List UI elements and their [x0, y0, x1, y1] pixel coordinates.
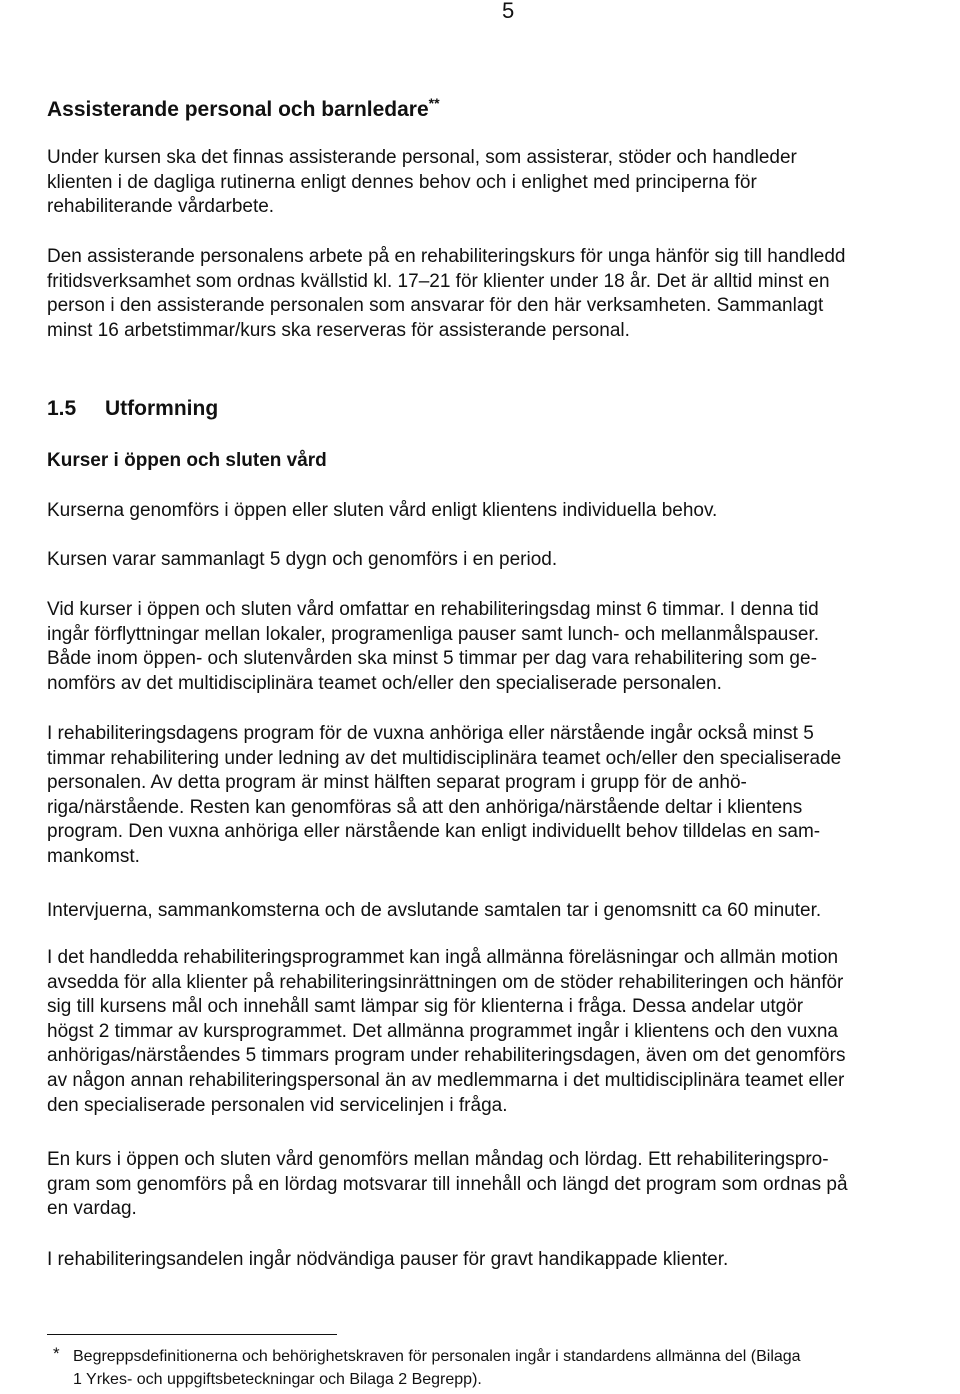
paragraph: I rehabiliteringsandelen ingår nödvändiga pauser för gravt handikappade klienter.: [47, 1249, 729, 1270]
section-title-text: Assisterande personal och barnledare: [47, 98, 429, 121]
footnote-marker: *: [53, 1344, 60, 1363]
subheading: Kurser i öppen och sluten vård: [47, 450, 327, 471]
section-heading-title: Utformning: [105, 397, 219, 420]
paragraph: Kursen varar sammanlagt 5 dygn och genomförs i en period.: [47, 549, 558, 570]
paragraph: Intervjuerna, sammankomsterna och de avslutande samtalen tar i genomsnitt ca 60 minuter.: [47, 900, 822, 921]
footnote-text: Begreppsdefinitionerna och behörighetskraven för personalen ingår i standardens allmänna del (Bilaga 1 Yrkes- och uppgiftsbeteckningar och Bilaga 2 Begrepp).: [73, 1348, 801, 1388]
section-title: [47, 95, 440, 122]
section-number: 1.5: [47, 397, 77, 420]
paragraph: Under kursen ska det finnas assisterande personal, som assisterar, stöder och handleder klienten i de dagliga rutinerna enligt dennes behov och i enlighet med principerna för rehabiliterande vårdarbete.: [47, 147, 797, 218]
paragraph: En kurs i öppen och sluten vård genomförs mellan måndag och lördag. Ett rehabiliteringspro- gram som genomförs på en lördag motsvarar till innehåll och längd det program som ordnas på en vardag.: [47, 1149, 848, 1220]
paragraph: Kurserna genomförs i öppen eller sluten vård enligt klientens individuella behov.: [47, 500, 718, 521]
paragraph: I det handledda rehabiliteringsprogrammet kan ingå allmänna föreläsningar och allmän motion avsedda för alla klienter på rehabiliteringsinrättningen om de stöder rehabiliteringen och hänför sig till kursens mål och innehåll samt lämpar sig för klienterna i fråga. Dessa andelar utgör högst 2 timmar av kursprogrammet. Det allmänna programmet ingår i klientens och den vuxna anhörigas/närståendes 5 timmars program under rehabiliteringsdagen, även om det genomförs av någon annan rehabiliteringspersonal än av medlemmarna i det multidisciplinära teamet eller den specialiserade personalen vid servicelinjen i fråga.: [47, 947, 846, 1116]
section-heading: [47, 397, 218, 421]
paragraph: Vid kurser i öppen och sluten vård omfattar en rehabiliteringsdag minst 6 timmar. I denna tid ingår förflyttningar mellan lokaler, programenliga pauser samt lunch- och mellanmålspauser. Både inom öppen- och slutenvården ska minst 5 timmar per dag vara rehabilitering som ge- nomförs av det multidisciplinära teamet och/eller den specialiserade personalen.: [47, 599, 819, 694]
page-number: 5: [502, 0, 515, 23]
paragraph: I rehabiliteringsdagens program för de vuxna anhöriga eller närstående ingår också minst 5 timmar rehabilitering under ledning av det multidisciplinära teamet och/eller den specialiserade personalen. Av detta program är minst hälften separat program i grupp för de anhö- riga/närstående. Resten kan genomföras så att den anhöriga/närstående deltar i klientens program. Den vuxna anhöriga eller närstående kan enligt individuellt behov tilldelas en sam- mankomst.: [47, 723, 842, 867]
footnote-reference: **: [428, 95, 440, 111]
footnote-divider: [47, 1334, 337, 1335]
paragraph: Den assisterande personalens arbete på en rehabiliteringskurs för unga hänför sig till handledd fritidsverksamhet som ordnas kvällstid kl. 17–21 för klienter under 18 år. Det är alltid minst en person i den assisterande personalen som ansvarar för den här verksamheten. Sammanlagt minst 16 arbetstimmar/kurs ska reserveras för assisterande personal.: [47, 246, 846, 341]
